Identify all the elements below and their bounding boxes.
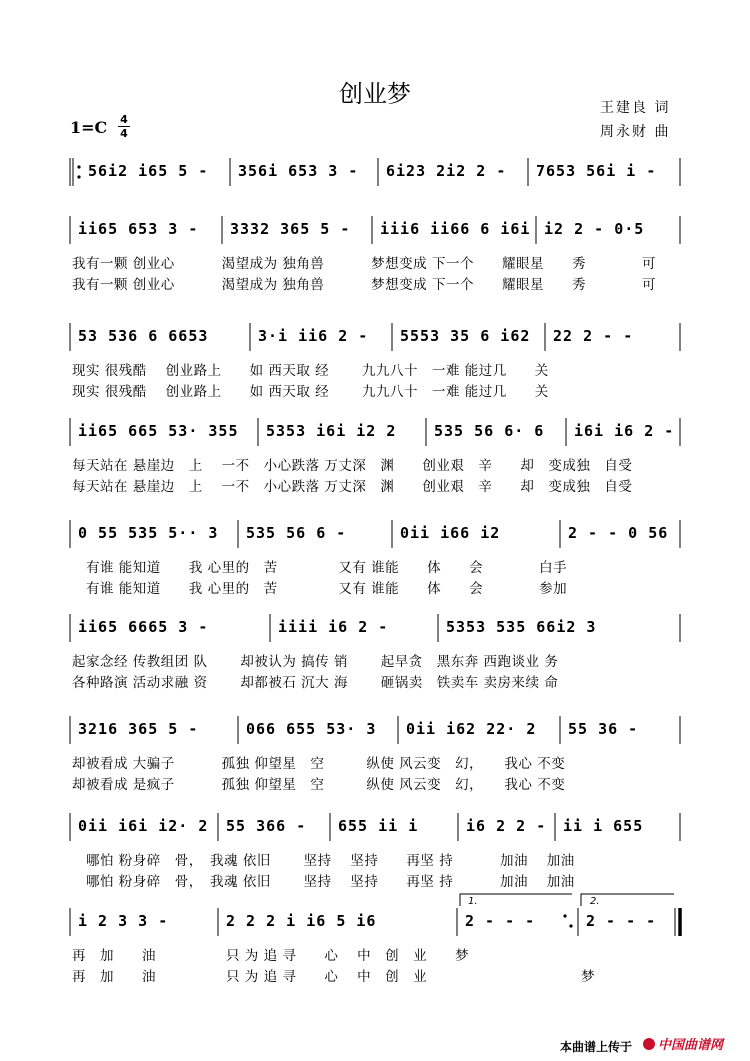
lyric-line: 有谁 能知道 我 心里的 苦 又有 谁能 体 会 白手 xyxy=(72,560,568,576)
measure: iii6 ii66 6 i6i xyxy=(380,220,531,238)
lyric-line: 却被看成 大骗子 孤独 仰望星 空 纵使 风云变 幻， 我心 不变 xyxy=(72,756,566,772)
site-logo xyxy=(643,1034,723,1053)
measure: 066 655 53· 3 xyxy=(246,720,377,738)
lyric-line: 各种路演 活动求融 资 却都被石 沉大 海 砸锅卖 铁卖车 卖房来续 命 xyxy=(72,675,559,691)
measure: ii i 655 xyxy=(563,817,644,835)
measure: 55 366 - xyxy=(226,817,307,835)
measure: ii65 653 3 - xyxy=(78,220,199,238)
measure: 0ii i62 22· 2 xyxy=(406,720,537,738)
measure: 356i 653 3 - xyxy=(238,162,359,180)
measure: i6i i6 2 - xyxy=(574,422,675,440)
measure: 2 - - 0 56 xyxy=(568,524,669,542)
measure: 3216 365 5 - xyxy=(78,720,199,738)
measure: 5353 535 66i2 3 xyxy=(446,618,597,636)
measure: 2 - - - xyxy=(465,912,536,930)
repeat-dot xyxy=(77,165,80,168)
lyric-line: 我有一颗 创业心 渴望成为 独角兽 梦想变成 下一个 耀眼星 秀 可 xyxy=(72,256,656,272)
volta-label: 2. xyxy=(590,896,600,907)
measure: iiii i6 2 - xyxy=(278,618,389,636)
measure: 3332 365 5 - xyxy=(230,220,351,238)
lyric-line: 再 加 油 只 为 追 寻 心 中 创 业 梦 xyxy=(72,948,470,964)
credits xyxy=(600,96,670,144)
measure: 2 2 2 i i6 5 i6 xyxy=(226,912,377,930)
lyric-line: 现实 很残酷 创业路上 如 西天取 经 九九八十 一难 能过几 关 xyxy=(72,384,549,400)
measure: ii65 665 53· 355 xyxy=(78,422,239,440)
lyric-line: 起家念经 传教组团 队 却被认为 搞传 销 起早贪 黑东奔 西跑谈业 务 xyxy=(72,654,559,670)
measure: 0ii i66 i2 xyxy=(400,524,501,542)
measure: 535 56 6 - xyxy=(246,524,347,542)
measure: 7653 56i i - xyxy=(536,162,657,180)
measure: 655 ii i xyxy=(338,817,419,835)
logo-icon xyxy=(643,1038,655,1050)
measure: ii65 6665 3 - xyxy=(78,618,209,636)
lyric-line: 哪怕 粉身碎 骨， 我魂 依旧 坚持 坚持 再坚 持 加油 加油 xyxy=(72,853,575,869)
lyric-line: 我有一颗 创业心 渴望成为 独角兽 梦想变成 下一个 耀眼星 秀 可 xyxy=(72,277,656,293)
lyric-line: 每天站在 悬崖边 上 一不 小心跌落 万丈深 渊 创业艰 辛 却 变成独 自受 xyxy=(72,479,633,495)
repeat-dot xyxy=(77,175,80,178)
lyric-line: 却被看成 是疯子 孤独 仰望星 空 纵使 风云变 幻， 我心 不变 xyxy=(72,777,566,793)
time-top: 4 xyxy=(120,113,128,126)
measure: 3·i ii6 2 - xyxy=(258,327,369,345)
composer: 周永财 曲 xyxy=(600,124,671,140)
lyricist: 王建良 词 xyxy=(600,100,671,116)
measure: i6 2 2 - xyxy=(466,817,547,835)
measure: 22 2 - - xyxy=(553,327,634,345)
lyric-line: 再 加 油 只 为 追 寻 心 中 创 业 梦 xyxy=(72,969,596,985)
measure: 5353 i6i i2 2 xyxy=(266,422,397,440)
time-signature xyxy=(118,114,130,139)
logo-text: 中国曲谱网 xyxy=(658,1038,724,1053)
song-title: 创业梦 xyxy=(339,80,411,108)
footer-text: 本曲谱上传于 xyxy=(560,1040,633,1054)
lyric-line: 哪怕 粉身碎 骨， 我魂 依旧 坚持 坚持 再坚 持 加油 加油 xyxy=(72,874,575,890)
volta-label: 1. xyxy=(468,896,478,907)
measure: 55 36 - xyxy=(568,720,639,738)
key-signature: 1=C xyxy=(70,118,108,137)
lyric-line: 有谁 能知道 我 心里的 苦 又有 谁能 体 会 参加 xyxy=(72,581,568,597)
measure: i2 2 - 0·5 xyxy=(544,220,645,238)
measure: 53 536 6 6653 xyxy=(78,327,209,345)
repeat-dot xyxy=(569,924,572,927)
time-bottom: 4 xyxy=(120,127,128,140)
measure: 5553 35 6 i62 xyxy=(400,327,531,345)
measure: i 2 3 3 - xyxy=(78,912,169,930)
repeat-dot xyxy=(563,914,566,917)
measure: 0ii i6i i2· 2 xyxy=(78,817,209,835)
measure: 56i2 i65 5 - xyxy=(88,162,209,180)
measure: 535 56 6· 6 xyxy=(434,422,545,440)
measure: 2 - - - xyxy=(586,912,657,930)
measure: 6i23 2i2 2 - xyxy=(386,162,507,180)
lyric-line: 每天站在 悬崖边 上 一不 小心跌落 万丈深 渊 创业艰 辛 却 变成独 自受 xyxy=(72,458,633,474)
measure: 0 55 535 5·· 3 xyxy=(78,524,219,542)
lyric-line: 现实 很残酷 创业路上 如 西天取 经 九九八十 一难 能过几 关 xyxy=(72,363,549,379)
